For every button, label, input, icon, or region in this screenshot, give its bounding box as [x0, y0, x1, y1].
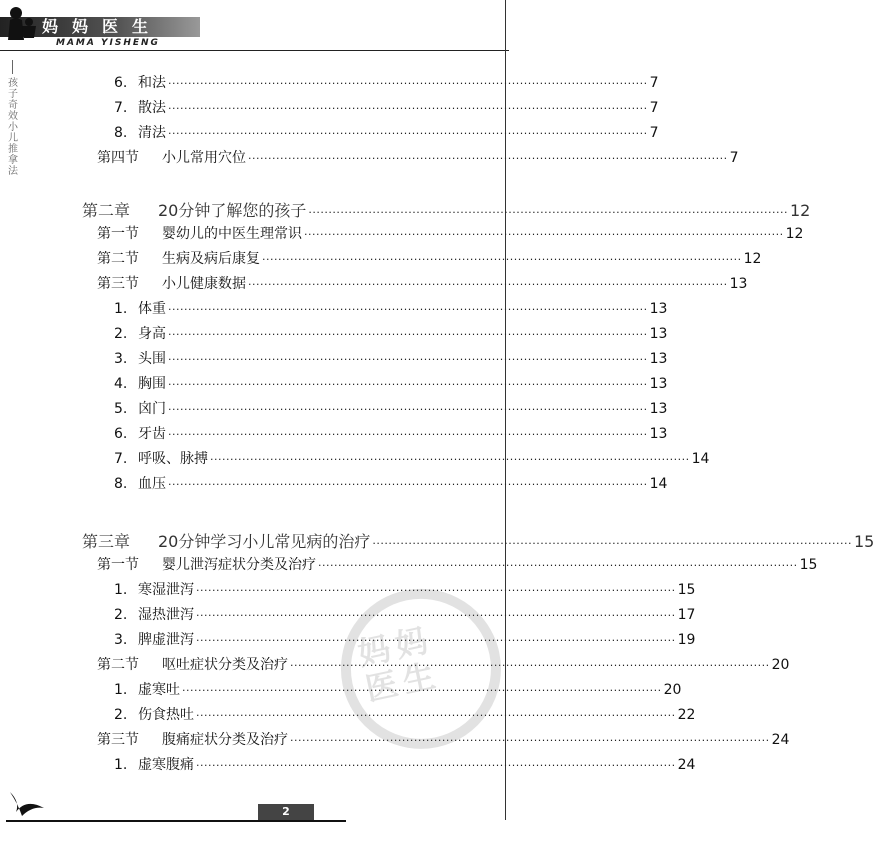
- toc-leader-dots: ························································································································: [168, 478, 648, 491]
- toc-entry: [97, 223, 804, 243]
- toc-entry: [97, 273, 748, 293]
- toc-entry-page: 24: [771, 732, 790, 748]
- toc-entry: [114, 473, 668, 493]
- toc-entry-number: 5.: [114, 401, 128, 417]
- toc-leader-dots: ························································································································: [290, 734, 770, 747]
- toc-entry-number: 2.: [114, 707, 128, 723]
- toc-leader-dots: ························································································································: [196, 584, 676, 597]
- toc-entry: [82, 198, 811, 221]
- toc-entry-label: [114, 348, 166, 368]
- header-rule: [0, 50, 509, 51]
- toc-entry-title: 清法: [138, 125, 166, 141]
- toc-entry-page: 7: [649, 125, 659, 141]
- toc-leader-dots: ························································································································: [210, 453, 690, 466]
- toc-entry-number: 第二节: [97, 251, 139, 267]
- toc-entry-label: [97, 729, 288, 749]
- toc-entry-page: 20: [771, 657, 790, 673]
- toc-entry-number: 1.: [114, 582, 128, 598]
- toc-entry-title: 呕吐症状分类及治疗: [162, 657, 288, 673]
- toc-leader-dots: ························································································································: [290, 659, 770, 672]
- toc-entry-number: 2.: [114, 607, 128, 623]
- toc-leader-dots: ························································································································: [248, 278, 728, 291]
- toc-entry-label: [97, 223, 302, 243]
- toc-entry-label: [114, 604, 194, 624]
- toc-entry: [97, 554, 818, 574]
- toc-entry-number: 2.: [114, 326, 128, 342]
- toc-leader-dots: ························································································································: [248, 152, 728, 165]
- toc-entry-title: 体重: [138, 301, 166, 317]
- toc-entry-label: [114, 97, 166, 117]
- mother-child-logo-icon: [2, 4, 40, 44]
- toc-entry-title: 囟门: [138, 401, 166, 417]
- toc-leader-dots: ························································································································: [196, 709, 676, 722]
- toc-entry-label: [114, 122, 166, 142]
- toc-entry-page: 13: [649, 401, 668, 417]
- toc-entry-title: 伤食热吐: [138, 707, 194, 723]
- toc-entry-page: 13: [649, 426, 668, 442]
- toc-entry-label: [114, 398, 166, 418]
- toc-entry-label: [114, 448, 208, 468]
- toc-entry-page: 13: [649, 351, 668, 367]
- toc-entry-label: [114, 704, 194, 724]
- toc-entry-label: [97, 248, 260, 268]
- toc-entry-number: 第三节: [97, 732, 139, 748]
- toc-entry-page: 20: [663, 682, 682, 698]
- footer-rule: [6, 820, 346, 822]
- toc-entry-page: 12: [785, 226, 804, 242]
- side-divider: [12, 60, 13, 74]
- toc-leader-dots: ························································································································: [168, 102, 648, 115]
- toc-entry-number: 6.: [114, 426, 128, 442]
- toc-entry-page: 15: [677, 582, 696, 598]
- toc-entry: [114, 72, 659, 92]
- toc-leader-dots: ························································································································: [168, 127, 648, 140]
- toc-entry: [114, 97, 659, 117]
- toc-entry-number: 3.: [114, 632, 128, 648]
- toc-entry-page: 15: [799, 557, 818, 573]
- toc-entry-title: 虚寒吐: [138, 682, 180, 698]
- footer-swirl-icon: [6, 788, 50, 818]
- toc-entry-page: 7: [649, 75, 659, 91]
- toc-entry-number: 4.: [114, 376, 128, 392]
- toc-entry-title: 腹痛症状分类及治疗: [162, 732, 288, 748]
- toc-entry-number: 第三节: [97, 276, 139, 292]
- toc-leader-dots: ························································································································: [262, 253, 742, 266]
- toc-entry-title: 虚寒腹痛: [138, 757, 194, 773]
- toc-entry-label: [114, 473, 166, 493]
- toc-leader-dots: ························································································································: [308, 206, 788, 219]
- toc-entry-number: 1.: [114, 682, 128, 698]
- toc-leader-dots: ························································································································: [372, 537, 852, 550]
- toc-entry-title: 头围: [138, 351, 166, 367]
- toc-leader-dots: ························································································································: [182, 684, 662, 697]
- toc-entry: [114, 373, 668, 393]
- toc-entry-title: 生病及病后康复: [162, 251, 260, 267]
- toc-leader-dots: ························································································································: [196, 609, 676, 622]
- toc-leader-dots: ························································································································: [168, 303, 648, 316]
- toc-entry-page: 22: [677, 707, 696, 723]
- toc-entry-label: [114, 72, 166, 92]
- toc-entry-number: 1.: [114, 757, 128, 773]
- toc-entry-label: [97, 654, 288, 674]
- toc-entry-number: 1.: [114, 301, 128, 317]
- toc-entry-number: 第一节: [97, 226, 139, 242]
- toc-entry-page: 13: [649, 301, 668, 317]
- toc-entry-number: 第二节: [97, 657, 139, 673]
- toc-entry-number: 第二章: [82, 201, 131, 220]
- toc-entry-title: 胸围: [138, 376, 166, 392]
- toc-leader-dots: ························································································································: [168, 378, 648, 391]
- toc-entry-title: 寒湿泄泻: [138, 582, 194, 598]
- page-header: [0, 0, 509, 56]
- toc-entry-label: [114, 629, 194, 649]
- toc-entry-page: 7: [649, 100, 659, 116]
- toc-entry-title: 身高: [138, 326, 166, 342]
- toc-entry: [114, 754, 696, 774]
- toc-leader-dots: ························································································································: [304, 228, 784, 241]
- toc-entry-label: [82, 529, 370, 552]
- toc-entry-label: [114, 423, 166, 443]
- header-title: 妈妈医生: [42, 17, 163, 36]
- toc-entry-number: 第一节: [97, 557, 139, 573]
- toc-entry-number: 3.: [114, 351, 128, 367]
- toc-entry-label: [97, 554, 316, 574]
- toc-entry: [114, 122, 659, 142]
- toc-entry: [82, 529, 874, 552]
- toc-entry-number: 6.: [114, 75, 128, 91]
- toc-leader-dots: ························································································································: [196, 634, 676, 647]
- toc-entry-page: 12: [743, 251, 762, 267]
- seal-watermark-text: 妈妈医生: [354, 620, 445, 709]
- toc-entry-title: 湿热泄泻: [138, 607, 194, 623]
- toc-entry-page: 13: [649, 376, 668, 392]
- toc-entry: [114, 298, 668, 318]
- toc-entry-label: [114, 679, 180, 699]
- toc-entry-number: 7.: [114, 451, 128, 467]
- toc-entry-title: 婴儿泄泻症状分类及治疗: [162, 557, 316, 573]
- toc-entry-label: [114, 754, 194, 774]
- toc-entry-page: 17: [677, 607, 696, 623]
- toc-entry: [114, 448, 710, 468]
- toc-leader-dots: ························································································································: [168, 428, 648, 441]
- toc-entry: [114, 398, 668, 418]
- header-subtitle: MAMA YISHENG: [56, 38, 160, 48]
- toc-entry-title: 牙齿: [138, 426, 166, 442]
- toc-leader-dots: ························································································································: [168, 77, 648, 90]
- toc-entry-label: [82, 198, 306, 221]
- toc-entry-page: 7: [729, 150, 739, 166]
- toc-entry-label: [97, 147, 246, 167]
- toc-entry-title: 20分钟了解您的孩子: [158, 201, 307, 220]
- toc-entry-title: 呼吸、脉搏: [138, 451, 208, 467]
- toc-entry-number: 8.: [114, 476, 128, 492]
- page-number: 2: [258, 804, 314, 820]
- seal-watermark: [326, 576, 504, 754]
- toc-entry-number: 第三章: [82, 532, 131, 551]
- toc-leader-dots: ························································································································: [168, 328, 648, 341]
- toc-entry-page: 14: [649, 476, 668, 492]
- toc-entry-number: 7.: [114, 100, 128, 116]
- toc-entry: [97, 248, 762, 268]
- toc-entry-title: 20分钟学习小儿常见病的治疗: [158, 532, 371, 551]
- toc-entry: [97, 147, 739, 167]
- toc-entry-page: 19: [677, 632, 696, 648]
- toc-entry-label: [97, 273, 246, 293]
- toc-entry-title: 脾虚泄泻: [138, 632, 194, 648]
- toc-entry-label: [114, 373, 166, 393]
- toc-entry-page: 12: [789, 201, 811, 220]
- toc-entry: [114, 348, 668, 368]
- toc-entry-page: 24: [677, 757, 696, 773]
- toc-entry-title: 小儿常用穴位: [162, 150, 246, 166]
- toc-entry: [114, 423, 668, 443]
- toc-entry-title: 血压: [138, 476, 166, 492]
- toc-entry-number: 8.: [114, 125, 128, 141]
- toc-entry-title: 婴幼儿的中医生理常识: [162, 226, 302, 242]
- toc-entry-page: 14: [691, 451, 710, 467]
- toc-leader-dots: ························································································································: [318, 559, 798, 572]
- side-book-title: 孩子奇效小儿推拿法: [8, 78, 18, 177]
- toc-entry-page: 13: [649, 326, 668, 342]
- toc-entry-page: 15: [853, 532, 874, 551]
- toc-entry-label: [114, 323, 166, 343]
- toc-entry-title: 散法: [138, 100, 166, 116]
- toc-entry-label: [114, 579, 194, 599]
- toc-entry-page: 13: [729, 276, 748, 292]
- toc-entry-label: [114, 298, 166, 318]
- toc-entry: [114, 323, 668, 343]
- toc-leader-dots: ························································································································: [168, 403, 648, 416]
- toc-entry-number: 第四节: [97, 150, 139, 166]
- toc-entry-title: 小儿健康数据: [162, 276, 246, 292]
- toc-leader-dots: ························································································································: [168, 353, 648, 366]
- toc-entry-title: 和法: [138, 75, 166, 91]
- toc-leader-dots: ························································································································: [196, 759, 676, 772]
